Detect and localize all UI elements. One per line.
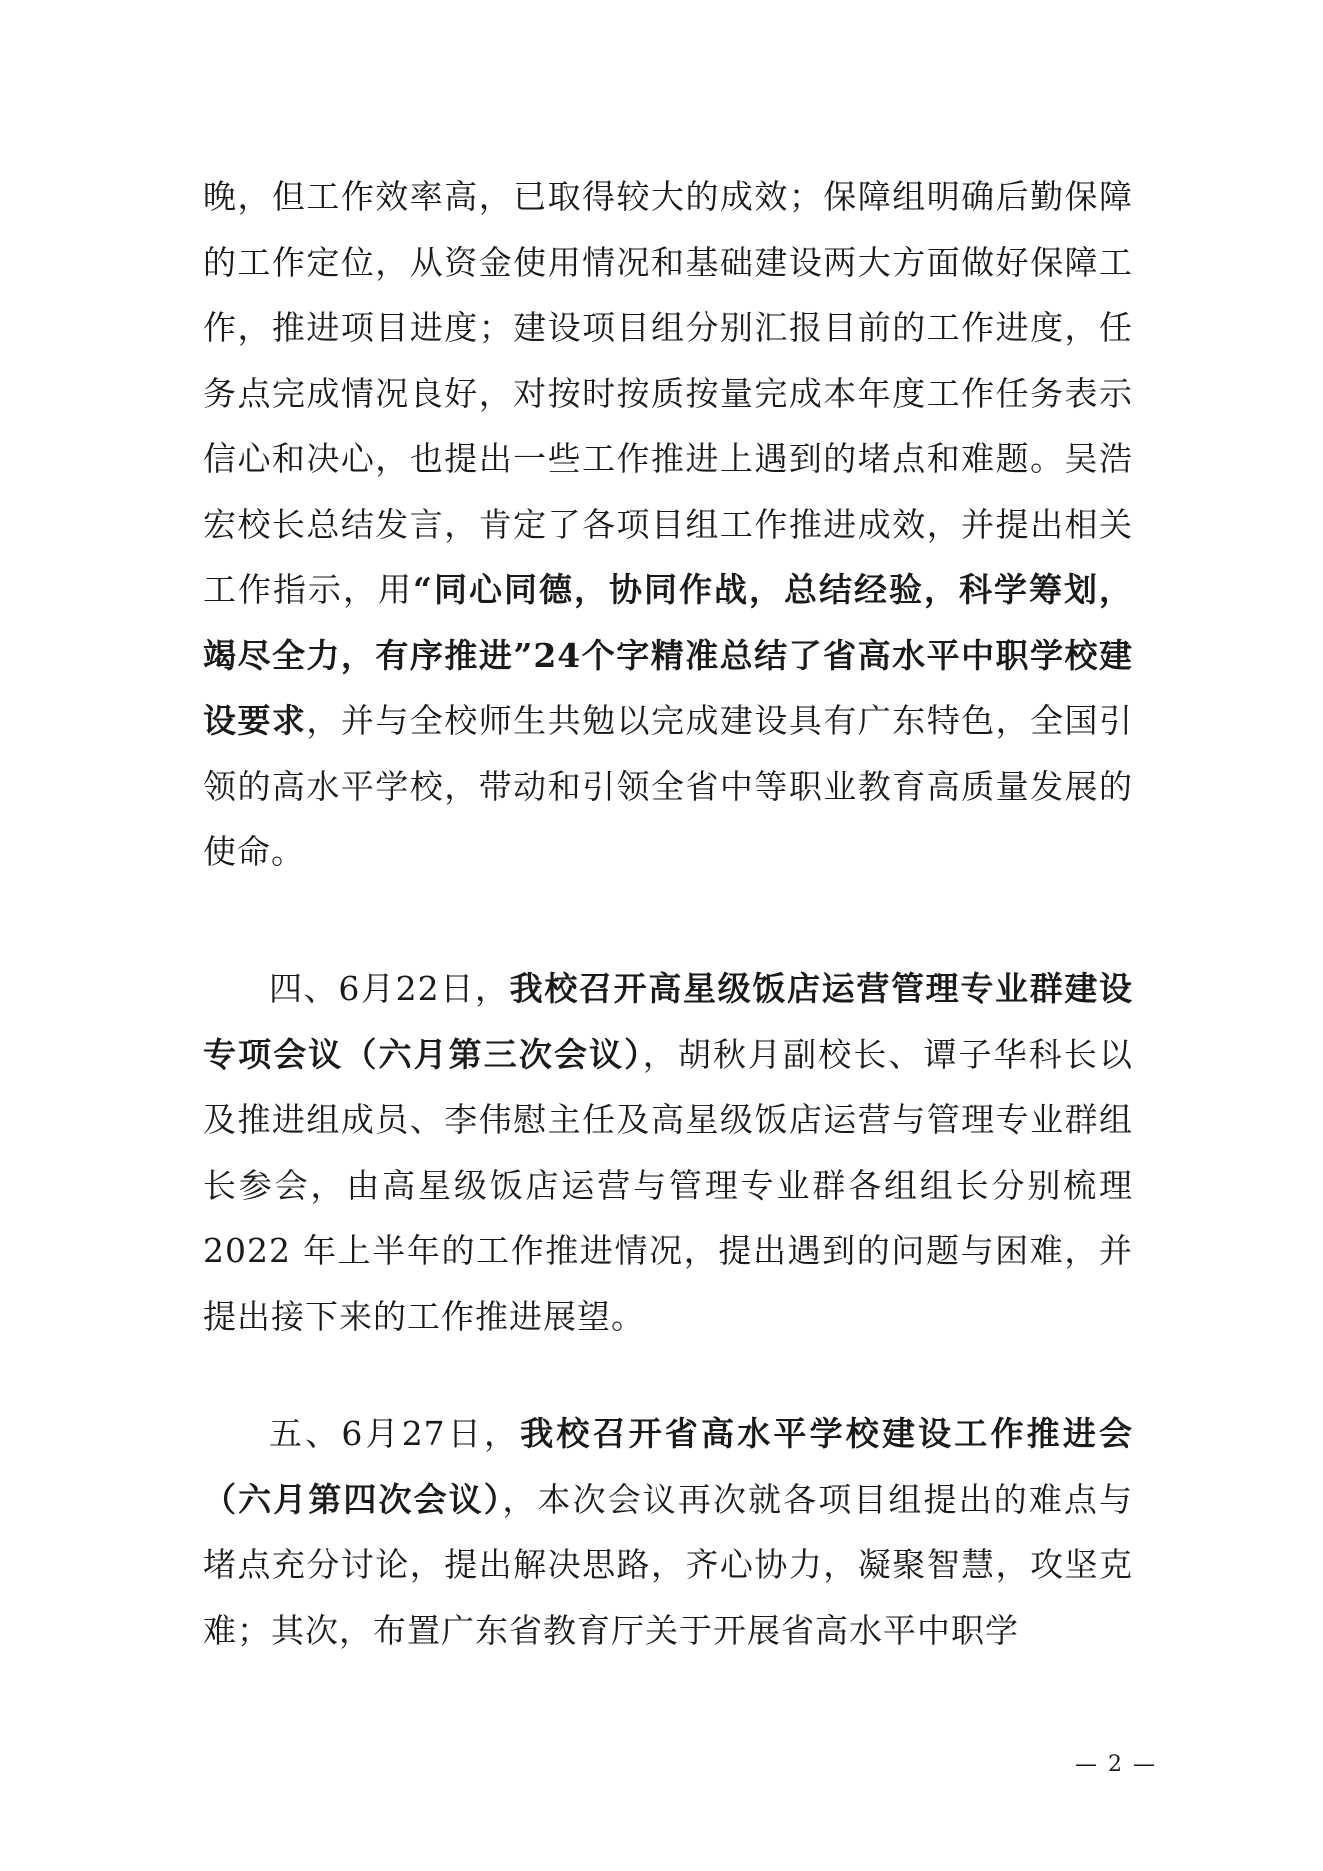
page-number: — 2 —	[1075, 1752, 1157, 1777]
text-segment-bold: 我校召开省高水平学校建设工作推进会（六月第四次会议）	[203, 1414, 1134, 1519]
text-segment: ，胡秋月副校长、谭子华科长以及推进组成员、李伟慰主任及高星级饭店运营与管理专业群组长参会，由高星级饭店运营与管理专业群各组组长分别梳理 2022 年上半年的工作推进情况，提出遇到的问题与困难，并提出接下来的工作推进展望。	[203, 1034, 1134, 1336]
text-segment-bold: “同心同德，协同作战，总结经验，科学筹划，竭尽全力，有序推进”24个字精准总结了省高水平中职学校建设要求	[203, 570, 1134, 740]
paragraph-item-4	[203, 956, 1133, 1349]
paragraph-item-5	[203, 1401, 1133, 1663]
text-segment: 晚，但工作效率高，已取得较大的成效；保障组明确后勤保障的工作定位，从资金使用情况和基础建设两大方面做好保障工作，推进项目进度；建设项目组分别汇报目前的工作进度，任务点完成情况良好，对按时按质按量完成本年度工作任务表示信心和决心，也提出一些工作推进上遇到的堵点和难题。吴浩宏校长总结发言，肯定了各项目组工作推进成效，并提出相关工作指示，用	[203, 177, 1133, 609]
text-segment: 四、6月22日，	[269, 969, 510, 1008]
text-segment: 五、6月27日，	[269, 1414, 521, 1453]
text-segment-bold: 我校召开高星级饭店运营管理专业群建设专项会议（六月第三次会议）	[203, 969, 1133, 1074]
text-segment: ，并与全校师生共勉以完成建设具有广东特色，全国引领的高水平学校，带动和引领全省中等职业教育高质量发展的使命。	[203, 701, 1134, 871]
paragraph-continuation	[203, 164, 1133, 885]
text-segment: ，本次会议再次就各项目组提出的难点与堵点充分讨论，提出解决思路，齐心协力，凝聚智慧，攻坚克难；其次，布置广东省教育厅关于开展省高水平中职学	[203, 1479, 1134, 1650]
